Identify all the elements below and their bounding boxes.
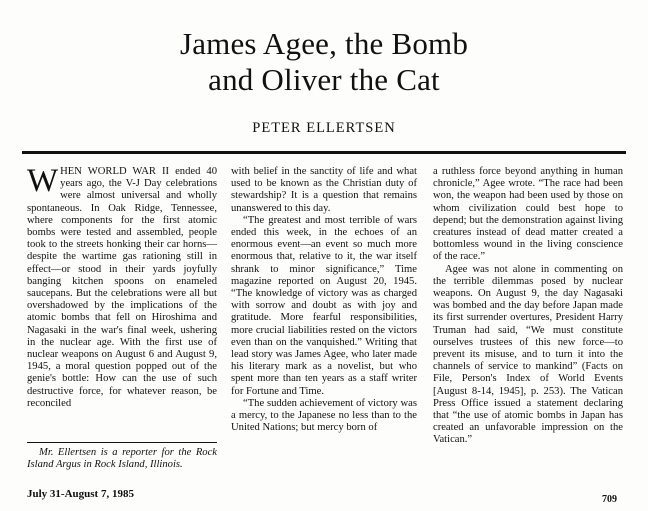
col3-paragraph: a ruthless force beyond anything in human chronicle,” Agee wrote. “The race had been won, the weapon had been used by those on whom civilization could best hope to depend; but the demonstration against living creatures instead of dead matter created a bottomless wound in the living conscience of the race.”	[433, 166, 623, 263]
drop-cap: W	[27, 163, 59, 199]
header-rule	[22, 151, 626, 154]
col2-paragraph: “The greatest and most terrible of wars ended this week, in the echoes of an enormous event—an event so much more enormous that, relative to it, the war itself shrank to minor significance,” Time magazine reported on August 20, 1945. “The knowledge of victory was as charged with sorrow and doubt as with joy and gratitude. More fearful responsibilities, more crucial liabilities rested on the victors even than on the vanquished.” Writing that lead story was James Agee, who later made his literary mark as a novelist, but who spent more than ten years as a staff writer for Fortune and Time.	[231, 214, 417, 397]
col3-paragraph: Agee was not alone in commenting on the terrible dilemmas posed by nuclear weapons. On August 9, the day Nagasaki was bombed and the day before Japan made its first surrender overtures, President Harry Truman had said, “We must constitute ourselves trustees of this new force—to prevent its misuse, and to turn it into the channels of service to mankind” (Facts on File, Person's Index of World Events [August 8-14, 1945], p. 253). The Vatican Press Office issued a statement declaring that “the use of atomic bombs in Japan has created an unfavorable impression on the Vatican.”	[433, 263, 623, 446]
col2-paragraph: with belief in the sanctity of life and what used to be known as the Christian duty of stewardship? It is a question that remains unanswered to this day.	[231, 166, 417, 214]
author-note: Mr. Ellertsen is a reporter for the Rock Island Argus in Rock Island, Illinois.	[27, 447, 217, 471]
column-1	[27, 163, 217, 410]
col2-paragraph: “The sudden achievement of victory was a mercy, to the Japanese no less than to the United Nations; but mercy born of	[231, 397, 417, 434]
column-3	[433, 166, 623, 447]
author-note-rule	[27, 442, 217, 443]
article-title	[0, 26, 648, 98]
column-2	[231, 166, 417, 434]
title-line-1: James Agee, the Bomb	[179, 26, 469, 61]
author-byline: PETER ELLERTSEN	[252, 120, 396, 136]
issue-date: July 31-August 7, 1985	[27, 488, 134, 500]
col1-paragraph	[27, 163, 217, 410]
title-line-2: and Oliver the Cat	[208, 62, 440, 97]
col1-text: HEN WORLD WAR II ended 40 years ago, the V-J Day celebrations were almost universal and wholly spontaneous. In Oak Ridge, Tennessee, where components for the first atomic bombs were tested and assembled, people took to the streets honking their car horns—despite the wartime gas rationing still in effect—or stood in their yards joyfully banging kitchen spoons on enameled saucepans. But the celebrations were all but overshadowed by the implications of the atomic bombs that fell on Hiroshima and Nagasaki in the war's final week, ushering in the nuclear age. With the first use of nuclear weapons on August 6 and August 9, 1945, a moral question popped out of the genie's bottle: How can the use of such destructive force, for whatever reason, be reconciled	[27, 166, 217, 409]
page-number: 709	[602, 494, 617, 505]
